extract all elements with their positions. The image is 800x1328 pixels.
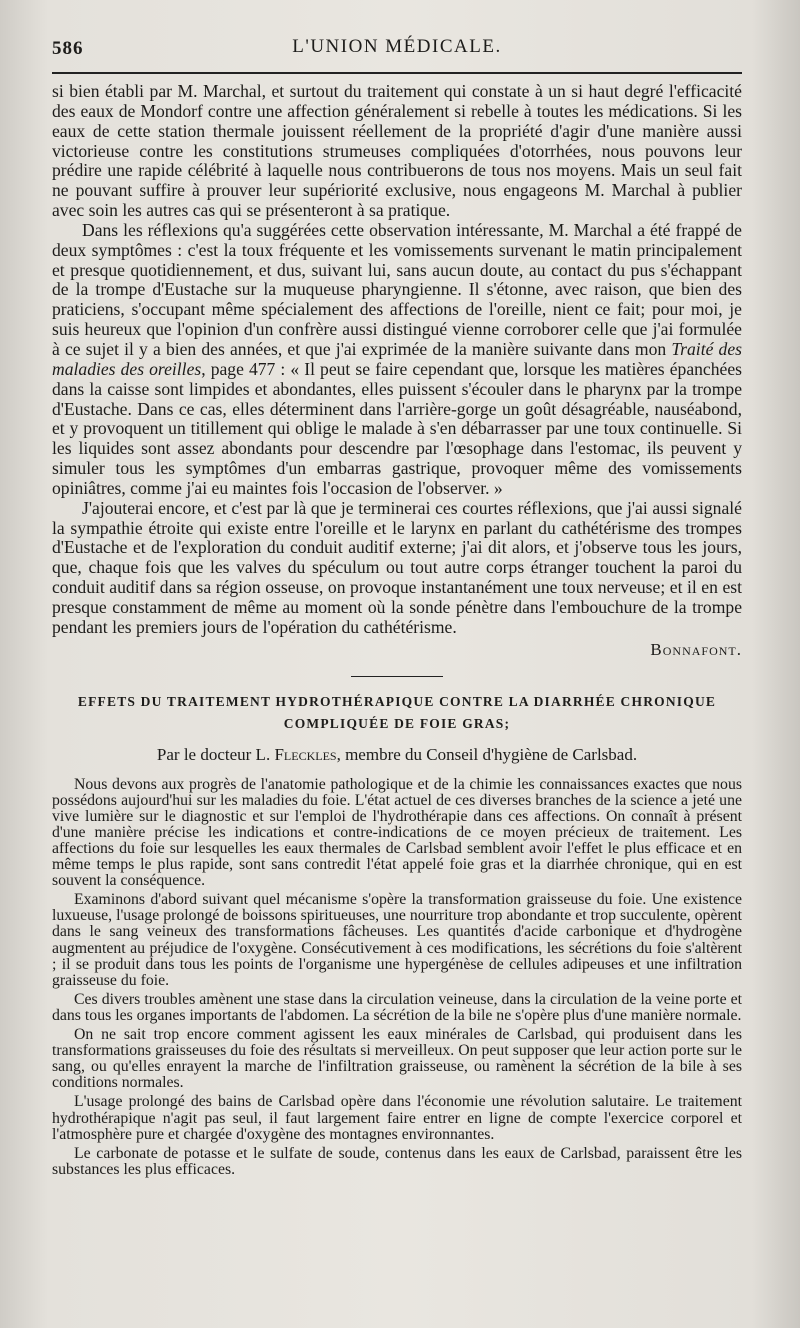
- article-title-line-2: COMPLIQUÉE DE FOIE GRAS;: [283, 715, 511, 731]
- body-paragraph: Ces divers troubles amènent une stase dans la circulation veineuse, dans la circulation de la veine porte et dans tous les organes importants de l'abdomen. La sécrétion de la bile ne s'opère plus d'une manière normale.: [52, 990, 742, 1024]
- byline-suffix: , membre du Conseil d'hygiène de Carlsbad.: [336, 744, 638, 764]
- article-separator: [351, 676, 443, 677]
- header-rule: [52, 72, 742, 74]
- body-paragraph: L'usage prolongé des bains de Carlsbad opère dans l'économie une révolution salutaire. Le traitement hydrothérapique n'agit pas seul, il faut largement faire entrer en ligne de compte l'exercice corporel et l'atmosphère pure et chargée d'oxygène des montagnes environnantes.: [52, 1093, 742, 1143]
- article-fleckles: [52, 691, 742, 1178]
- paragraph-2-text-b: , page 477 : « Il peut se faire cependant que, lorsque les matières épanchées dans la caisse sont limpides et abondantes, elles puissent s'écouler dans le pharynx par la trompe d'Eustache. Dans ce cas, elles déterminent dans l'arrière-gorge un goût désagréable, nauséabond, et y provoquent un titillement qui oblige le malade à s'en débarrasser par une toux continuelle. Si les liquides sont assez abondants pour descendre par l'œsophage dans l'estomac, ils peuvent y simuler tous les symptômes d'un embarras gastrique, provoquer même des vomissements opiniâtres, comme j'ai eu maintes fois l'occasion de l'observer. »: [52, 358, 742, 498]
- paragraph-2: [52, 221, 742, 499]
- page-header: [52, 30, 742, 60]
- paragraph-3: J'ajouterai encore, et c'est par là que je terminerai ces courtes réflexions, que j'ai aussi signalé la sympathie étroite qui existe entre l'oreille et le larynx en parlant du cathétérisme des trompes d'Eustache et de l'exploration du conduit auditif externe; j'ai dit alors, et j'observe tous les jours, que, chaque fois que les valves du spéculum ou tout autre corps étranger touchent la paroi du conduit auditif dans sa région osseuse, on provoque instantanément une toux nerveuse; et il en est presque constamment de même au moment où la sonde pénètre dans l'embouchure de la trompe pendant les premiers jours de l'opération du cathétérisme.: [52, 497, 742, 637]
- running-title: L'UNION MÉDICALE.: [292, 36, 502, 57]
- book-title: Traité des maladies des oreilles: [52, 338, 742, 379]
- page-number: 586: [52, 38, 84, 59]
- byline-author: Fleckles: [274, 744, 337, 764]
- byline-prefix: Par le docteur L.: [156, 744, 275, 764]
- paragraph-2-text-a: Dans les réflexions qu'a suggérées cette observation intéressante, M. Marchal a été frappé de deux symptômes : c'est la toux fréquente et les vomissements survenant le matin principalement et presque quotidiennement, et dus, suivant lui, sans aucun doute, au contact du pus s'échappant de la trompe d'Eustache sur la muqueuse pharyngienne. Il s'étonne, avec raison, que bien des praticiens, s'occupant même spécialement des affections de l'oreille, nient ce fait; pour moi, je suis heureux que l'opinion d'un confrère aussi distingué vienne corroborer celle que j'ai formulée à ce sujet il y a bien des années, et que j'ai exprimée de la manière suivante dans mon: [52, 219, 742, 359]
- article-title-line-1: EFFETS DU TRAITEMENT HYDROTHÉRAPIQUE CONTRE LA DIARRHÉE CHRONIQUE: [77, 693, 717, 709]
- body-paragraph: On ne sait trop encore comment agissent les eaux minérales de Carlsbad, qui produisent dans les transformations graisseuses du foie des résultats si merveilleux. On peut supposer que leur action porte sur le sang, ou qu'elles enrayent la marche de l'infiltration graisseuse, ou ramènent la sécrétion de la bile à ses conditions normales.: [52, 1026, 742, 1092]
- body-paragraph: Examinons d'abord suivant quel mécanisme s'opère la transformation graisseuse du foie. Une existence luxueuse, l'usage prolongé de boissons spiritueuses, une nourriture trop abondante et trop succulente, opèrent dans le sang veineux des transformations fâcheuses. Les quantités d'acide carbonique et d'hydrogène augmentent au préjudice de l'oxygène. Consécutivement à ces modifications, les sécrétions du foie s'altèrent ; il se produit dans tous les points de l'organisme une hypergénèse de cellules adipeuses et une infiltration graisseuse du foie.: [52, 891, 742, 989]
- body-paragraph: Nous devons aux progrès de l'anatomie pathologique et de la chimie les connaissances exactes que nous possédons aujourd'hui sur les maladies du foie. L'état actuel de ces diverses branches de la science a jeté une vive lumière sur le diagnostic et sur l'emploi de l'hydrothérapie dans ces affections. On connaît à présent d'une manière précise les indications et contre-indications de ce moyen précieux de traitement. Les affections du foie sur lesquelles les eaux thermales de Carlsbad semblent avoir l'effet le plus efficace et en même temps le plus rapide, sont sans contredit l'état appelé foie gras et la diarrhée chronique, qui en est souvent la conséquence.: [52, 775, 742, 890]
- article-title: [52, 691, 742, 735]
- author-signature: Bonnafont.: [650, 639, 742, 659]
- article-bonnafont: [52, 82, 742, 660]
- paragraph-1: si bien établi par M. Marchal, et surtout du traitement qui constate à un si haut degré l'efficacité des eaux de Mondorf contre une affection généralement si rebelle à toutes les médications. Si les eaux de cette station thermale jouissent réellement de la propriété d'agir d'une manière aussi victorieuse contre les constitutions strumeuses compliquées d'otorrhées, nous pouvons leur prédire une rapide célébrité à laquelle nous contribuerons de tous nos moyens. Mais un seul fait ne pouvant suffire à prouver leur supériorité exclusive, nous engageons M. Marchal à publier avec soin les autres cas qui se présenteront à sa pratique.: [52, 81, 742, 221]
- article-byline: [52, 745, 742, 765]
- body-paragraph: Le carbonate de potasse et le sulfate de soude, contenus dans les eaux de Carlsbad, paraissent être les substances les plus efficaces.: [52, 1144, 742, 1178]
